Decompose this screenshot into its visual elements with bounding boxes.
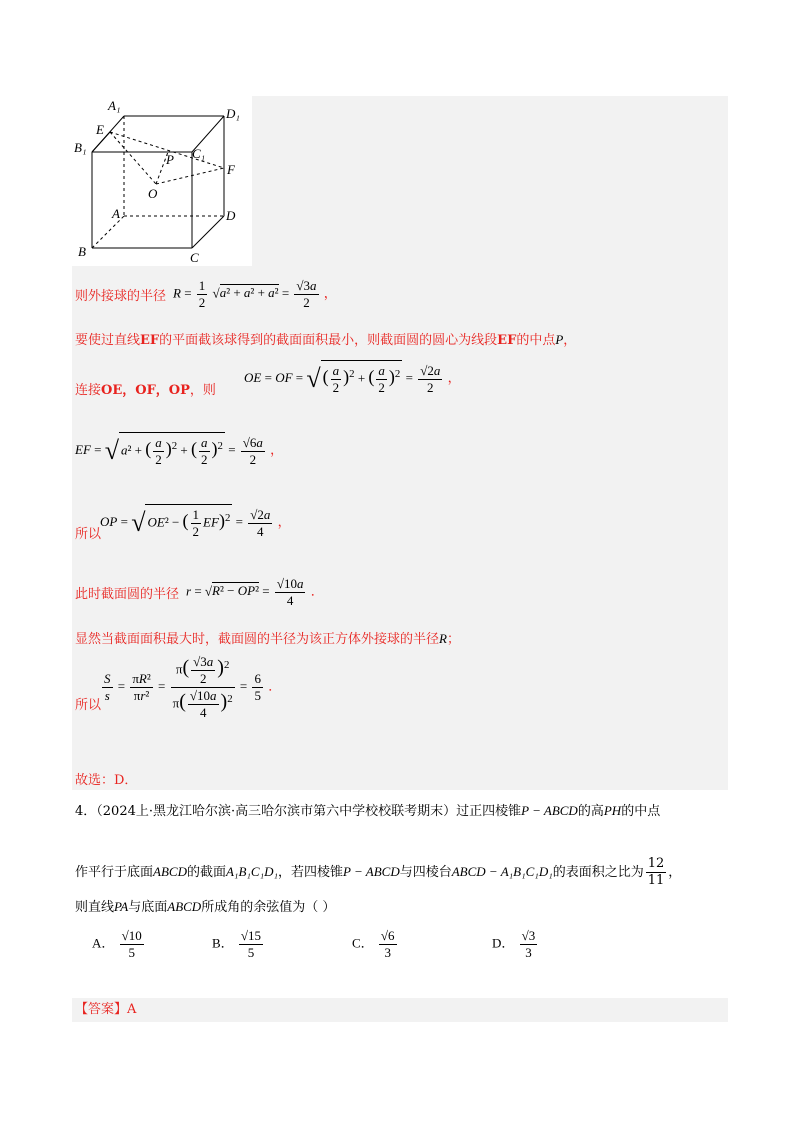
answer-line: 【答案】A — [75, 1002, 137, 1017]
question-line-3: 则直线PA与底面ABCD所成角的余弦值为（ ） — [75, 899, 336, 915]
label-d: D — [226, 208, 236, 223]
solution-line-6: 此时截面圆的半径 — [75, 587, 180, 602]
solution-line-1: 则外接球的半径 — [75, 289, 167, 304]
solution-line-8: 所以 — [75, 698, 102, 713]
label-d1: D₁ — [226, 106, 240, 121]
label-o: O — [148, 186, 158, 201]
answer-panel — [72, 998, 728, 1022]
formula-EF: EF = √ a² + ( $\frac{a}{2}$ )$^2$ + ( $\frac{a}{2}$ )$^2$ = $\frac{√6a}{2}$ ， — [75, 432, 283, 470]
label-c1: C₁ — [192, 146, 206, 161]
option-c[interactable]: C． $\frac{√6}{3}$ — [352, 928, 395, 960]
label-b1: B₁ — [74, 140, 87, 155]
formula-S-ratio: $\frac{S}{s}$ = $\frac{\text{πR²}}{\text{πr²}}$ = π( $\frac{√3a}{2}$ )$^2$ π( $\frac{√10a}{4}$ )$^2$ = $\frac{6}{5}$ ． — [104, 654, 282, 720]
formula-R: R = $\frac{1}{2}$ √a² + a² + a² = $\frac{√3a}{2}$ ， — [173, 278, 337, 310]
label-e: E — [96, 122, 104, 137]
solution-line-7: 显然当截面面积最大时，截面圆的半径为该正方体外接球的半径R； — [75, 631, 460, 647]
label-b: B — [78, 244, 86, 259]
formula-OP: OP = √ OE² − ( $\frac{1}{2}$ EF)$^2$ = $\frac{√2a}{4}$ ， — [100, 504, 291, 542]
formula-r: r = √R² − OP² = $\frac{√10a}{4}$ ． — [186, 576, 324, 608]
solution-line-2: 要使过直线EF的平面截该球得到的截面面积最小，则截面圆的圆心为线段EF的中点P， — [75, 332, 577, 348]
question-line-2: 作平行于底面ABCD的截面A₁B₁C₁D₁，若四棱锥P − ABCD与四棱台ABCD − A₁B₁C₁D₁的表面积之比为 $\frac{12}{11}$ ， — [75, 856, 682, 888]
cube-diagram — [72, 96, 252, 266]
option-a[interactable]: A． $\frac{√10}{5}$ — [92, 928, 142, 960]
solution-line-3: 连接OE，OF，OP，则 — [75, 383, 216, 398]
label-c: C — [190, 250, 199, 265]
option-b[interactable]: B． $\frac{√15}{5}$ — [212, 928, 262, 960]
label-p: P — [166, 152, 174, 167]
question-line-1: 4．（2024上·黑龙江哈尔滨·高三哈尔滨市第六中学校校联考期末）过正四棱锥P − ABCD的高PH的中点 — [75, 803, 661, 819]
solution-choice: 故选：D． — [75, 773, 138, 788]
formula-OE: OE = OF = √ ( $\frac{a}{2}$ )$^2$ + ( $\frac{a}{2}$ )$^2$ = $\frac{√2a}{2}$ ， — [244, 360, 461, 398]
label-f: F — [227, 162, 235, 177]
label-a1: A₁ — [108, 98, 121, 113]
option-d[interactable]: D． $\frac{√3}{3}$ — [492, 928, 536, 960]
label-a: A — [112, 206, 120, 221]
solution-line-5: 所以 — [75, 527, 102, 542]
